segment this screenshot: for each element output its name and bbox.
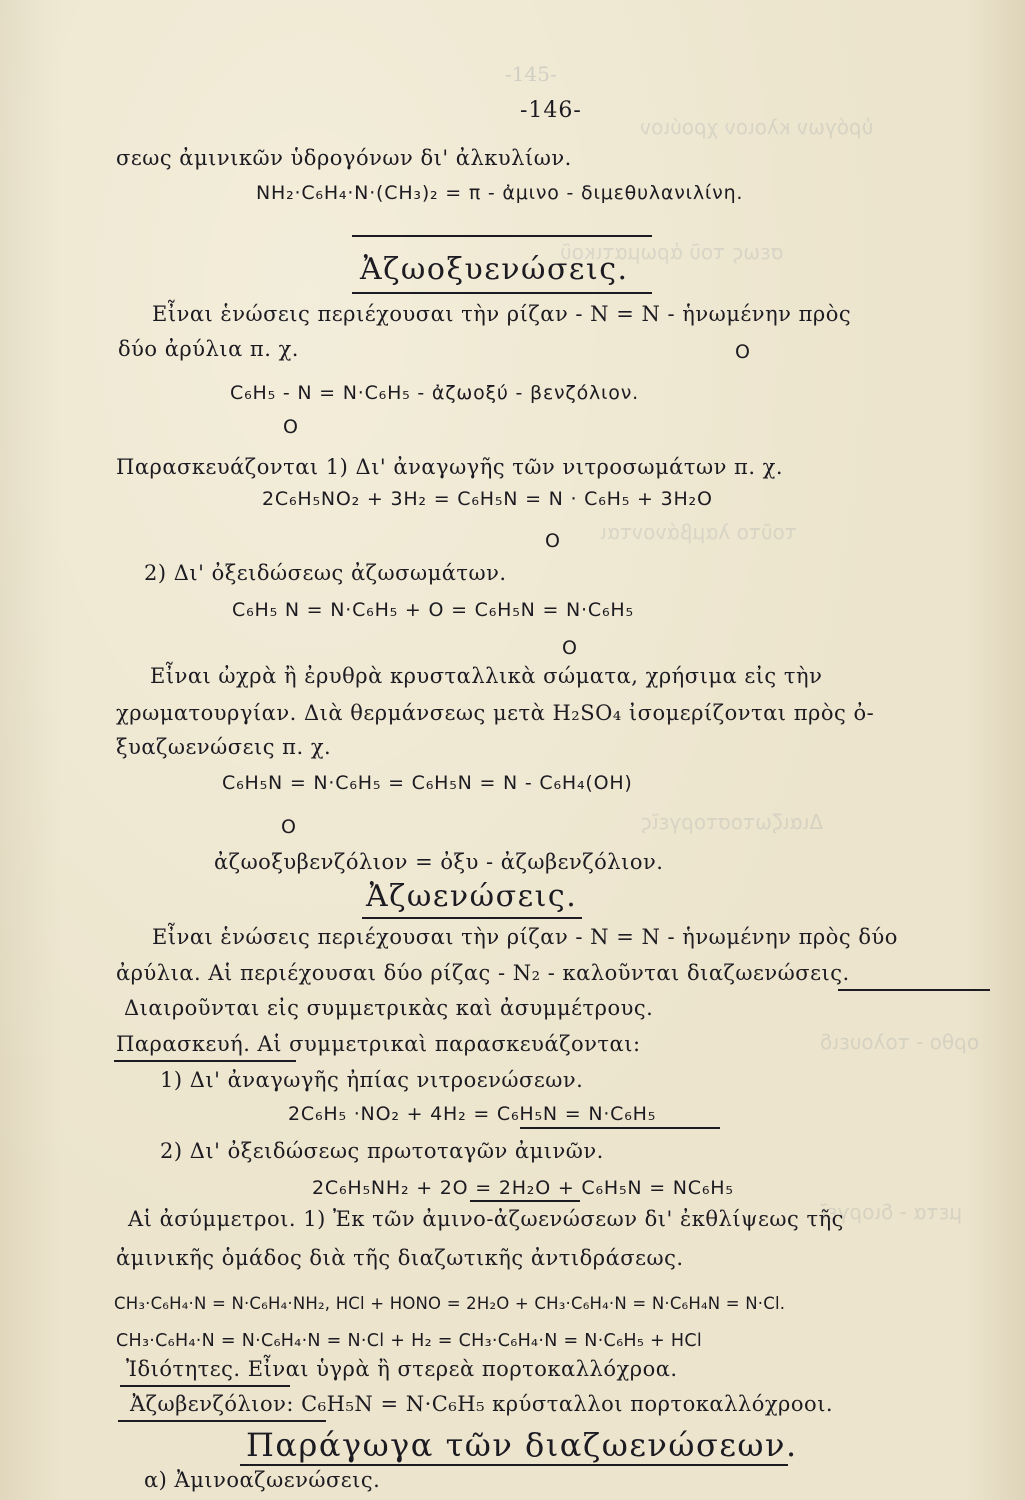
text-line: Εἶναι ἑνώσεις περιέχουσαι τὴν ρίζαν - N = N - ἡνωμένην πρὸς: [152, 302, 852, 326]
text-line: 2) Δι' ὀξειδώσεως πρωτοταγῶν ἀμινῶν.: [160, 1139, 604, 1163]
formula-line: CH₃·C₆H₄·N = N·C₆H₄·NH₂, HCl + HONO = 2H₂O + CH₃·C₆H₄·N = N·C₆H₄N = N·Cl.: [114, 1294, 786, 1313]
heading-underline: [352, 292, 652, 294]
term-underline: [114, 1060, 296, 1062]
formula-line: NH₂·C₆H₄·N·(CH₃)₂ = π - ἀμινο - διμεθυλανιλίνη.: [256, 182, 744, 204]
formula-line: C₆H₅ N = N·C₆H₅ + O = C₆H₅N = N·C₆H₅: [232, 599, 634, 621]
bleed-through-text: μετα - διοργεῖ: [820, 1200, 963, 1224]
formula-oxygen: O: [283, 416, 299, 438]
text-line: ἀρύλια. Αἱ περιέχουσαι δύο ρίζας - N₂ - καλοῦνται διαζωενώσεις.: [116, 961, 850, 985]
text-line: Παρασκευή. Αἱ συμμετρικαὶ παρασκευάζονται:: [116, 1032, 641, 1056]
term-underline: [120, 1385, 290, 1387]
text-line: χρωματουργίαν. Διὰ θερμάνσεως μετὰ H₂SO₄ ἰσομερίζονται πρὸς ὀ-: [116, 701, 875, 725]
formula-oxygen: O: [735, 341, 751, 363]
text-line: Ἀζωβενζόλιον: C₆H₅N = N·C₆H₅ κρύσταλλοι πορτοκαλλόχροοι.: [130, 1392, 834, 1416]
page-number: -146-: [520, 98, 582, 123]
text-line: ξυαζωενώσεις π. χ.: [116, 735, 332, 759]
text-line: ἀζωοξυβενζόλιον = ὀξυ - ἀζωβενζόλιον.: [214, 850, 664, 874]
formula-underline: [470, 1200, 580, 1202]
text-line: Εἶναι ἑνώσεις περιέχουσαι τὴν ρίζαν - N = N - ἡνωμένην πρὸς δύο: [152, 925, 898, 949]
formula-oxygen: O: [562, 637, 578, 659]
term-underline: [118, 1420, 326, 1422]
text-line: Ἰδιότητες. Εἶναι ὑγρὰ ἢ στερεὰ πορτοκαλλόχροα.: [126, 1357, 678, 1381]
formula-line: 2C₆H₅ ·NO₂ + 4H₂ = C₆H₅N = N·C₆H₅: [288, 1103, 657, 1125]
formula-line: C₆H₅N = N·C₆H₅ = C₆H₅N = N - C₆H₄(OH): [222, 772, 633, 794]
text-line: σεως ἀμινικῶν ὑδρογόνων δι' ἀλκυλίων.: [116, 146, 572, 170]
text-line: Παρασκευάζονται 1) Δι' ἀναγωγῆς τῶν νιτροσωμάτων π. χ.: [116, 455, 784, 479]
text-line: Εἶναι ὠχρὰ ἢ ἐρυθρὰ κρυσταλλικὰ σώματα, χρήσιμα εἰς τὴν: [150, 664, 823, 688]
formula-line: CH₃·C₆H₄·N = N·C₆H₄·N = N·Cl + H₂ = CH₃·C₆H₄·N = N·C₆H₅ + HCl: [116, 1331, 702, 1351]
section-heading: Ἀζωοξυενώσεις.: [360, 252, 629, 287]
section-heading: Παράγωγα τῶν διαζωενώσεων.: [246, 1426, 798, 1464]
heading-underline: [352, 235, 652, 237]
section-heading: Ἀζωενώσεις.: [366, 879, 578, 914]
text-line: 2) Δι' ὀξειδώσεως ἀζωσωμάτων.: [144, 561, 507, 585]
heading-underline: [240, 1464, 788, 1466]
text-line: α) Ἀμινοαζωενώσεις.: [144, 1468, 381, 1492]
formula-line: C₆H₅ - N = N·C₆H₅ - ἀζωοξύ - βενζόλιον.: [230, 382, 639, 404]
formula-underline: [520, 1127, 720, 1129]
formula-line: 2C₆H₅NO₂ + 3H₂ = C₆H₅N = N · C₆H₅ + 3H₂O: [262, 488, 713, 510]
formula-oxygen: O: [281, 816, 297, 838]
bleed-through-text: ὑρόγων κλοιον χρούιον: [640, 115, 874, 139]
bleed-through-page-number: -145-: [505, 62, 557, 86]
formula-line: 2C₆H₅NH₂ + 2O = 2H₂O + C₆H₅N = NC₆H₅: [312, 1177, 734, 1199]
bleed-through-text: Διαιζωτοστοργεῖς: [640, 810, 824, 834]
text-line: ἀμινικῆς ὁμάδος διὰ τῆς διαζωτικῆς ἀντιδράσεως.: [116, 1246, 684, 1270]
text-line: 1) Δι' ἀναγωγῆς ἠπίας νιτροενώσεων.: [160, 1068, 584, 1092]
text-line: Αἱ ἀσύμμετροι. 1) Ἐκ τῶν ἀμινο-ἀζωενώσεων δι' ἐκθλίψεως τῆς: [128, 1207, 844, 1231]
formula-oxygen: O: [545, 530, 561, 552]
text-line: Διαιροῦνται εἰς συμμετρικὰς καὶ ἀσυμμέτρους.: [124, 996, 654, 1020]
bleed-through-text: σεως τοῦ ἀρωματικοῦ: [560, 240, 784, 264]
term-underline: [838, 989, 990, 991]
bleed-through-text: τοῦτο λαμβάνονται: [600, 520, 797, 544]
text-line: δύο ἀρύλια π. χ.: [118, 337, 299, 361]
heading-underline: [362, 917, 582, 919]
bleed-through-text: ορθο - τολουειδ: [820, 1030, 980, 1054]
